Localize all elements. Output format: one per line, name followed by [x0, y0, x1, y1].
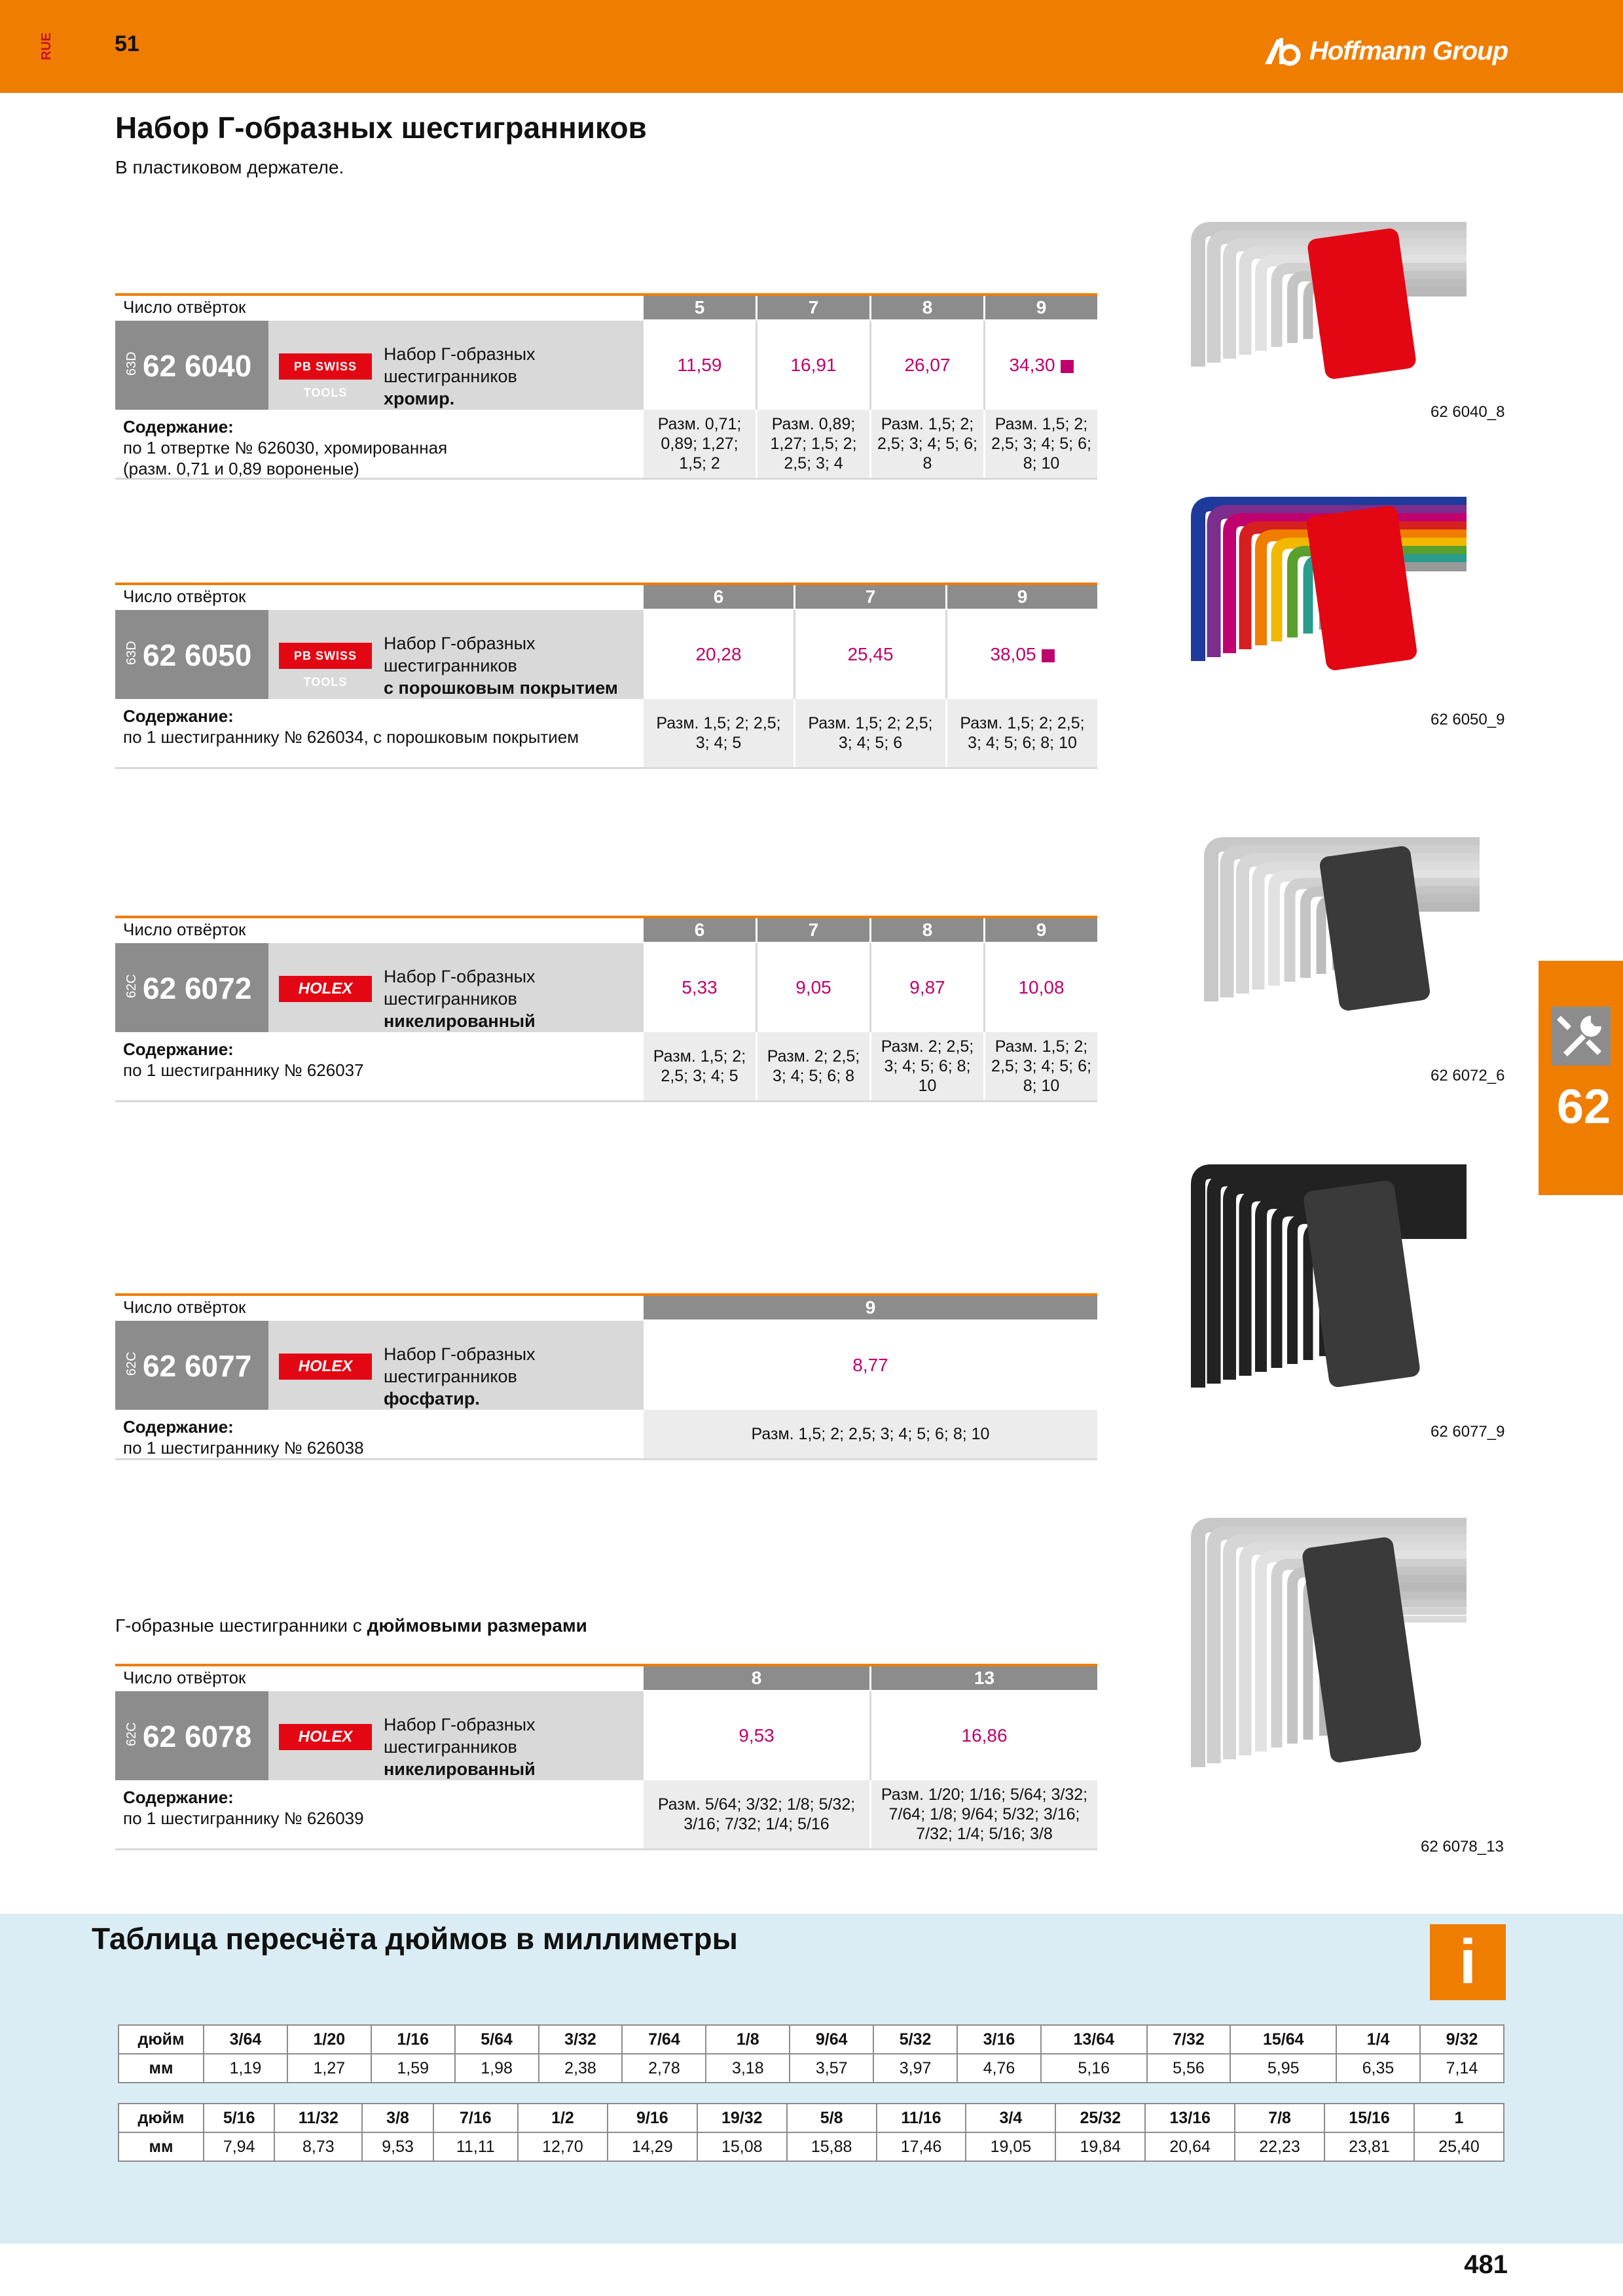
product-block: [115, 583, 1097, 769]
count-header-row: [115, 583, 1097, 610]
inch-value: 25/32: [1055, 2104, 1145, 2132]
inch-value: 15/16: [1324, 2104, 1414, 2132]
mm-value: 12,70: [518, 2132, 608, 2161]
inch-value: 15/64: [1230, 2025, 1336, 2054]
mm-row: [119, 2132, 1504, 2161]
product-row: [115, 1321, 1097, 1410]
mm-value: 9,53: [362, 2132, 433, 2161]
product-finish: с порошковым покрытием: [384, 678, 618, 698]
inch-value: 11/32: [274, 2104, 362, 2132]
content-description: [123, 1039, 364, 1081]
article-box: [115, 1321, 268, 1410]
inch-value: 3/4: [966, 2104, 1055, 2132]
count-cell: 7: [756, 296, 869, 319]
price-value: 9,05: [795, 977, 831, 997]
conversion-title: Таблица пересчёта дюймов в миллиметры: [92, 1922, 738, 1956]
product-name-box: [268, 1321, 642, 1410]
count-cell: 9: [983, 918, 1097, 942]
product-row: [115, 1691, 1097, 1780]
content-row: [115, 1410, 1097, 1460]
mm-value: 1,19: [204, 2054, 287, 2083]
page-title: Набор Г-образных шестигранников: [115, 111, 647, 145]
size-cell: Разм. 2; 2,5; 3; 4; 5; 6; 8; 10: [869, 1032, 983, 1100]
price-value: 11,59: [677, 355, 722, 375]
content-title: Содержание:: [123, 417, 234, 437]
price-cells: [642, 610, 1097, 699]
price-cell: [642, 1691, 869, 1780]
content-row: [115, 410, 1097, 480]
product-finish: никелированный: [384, 1759, 536, 1779]
size-cell: Разм. 1,5; 2; 2,5; 3; 4; 5; 6; 8; 10: [983, 410, 1097, 478]
price-group-code: 62C: [124, 1722, 139, 1746]
article-box: [115, 610, 268, 699]
price-group-code: 63D: [124, 351, 139, 376]
mm-value: 20,64: [1145, 2132, 1235, 2161]
product-name-text: Набор Г-образных шестигранников: [384, 1344, 536, 1386]
product-name-text: Набор Г-образных шестигранников: [384, 634, 536, 675]
price-cell: [945, 610, 1097, 699]
product-name: [384, 632, 642, 699]
inch-value: 13/64: [1041, 2025, 1147, 2054]
price-cell: [869, 943, 983, 1032]
content-row: [115, 1032, 1097, 1102]
price-cell: [983, 943, 1097, 1032]
count-header-row: [115, 1293, 1097, 1321]
page-number: 481: [1464, 2250, 1508, 2279]
product-finish: фосфатир.: [384, 1389, 480, 1408]
price-cells: [642, 943, 1097, 1032]
count-cell: 8: [642, 1666, 869, 1690]
product-name: [384, 965, 642, 1032]
inch-value: 9/64: [790, 2025, 873, 2054]
mm-row-label: мм: [119, 2132, 204, 2161]
size-cell: Разм. 5/64; 3/32; 1/8; 5/32; 3/16; 7/32; 1/4; 5/16: [642, 1780, 869, 1848]
inch-value: 5/32: [873, 2025, 957, 2054]
brand-logo: [1262, 31, 1508, 71]
count-label: Число отвёрток: [123, 1297, 246, 1317]
photo-caption: 62 6072_6: [1431, 1067, 1505, 1085]
price-value: 8,77: [852, 1355, 888, 1375]
product-photo: [1178, 1505, 1506, 1806]
inch-value: 1/8: [706, 2025, 790, 2054]
mm-value: 17,46: [877, 2132, 966, 2161]
tools-icon: [1552, 1007, 1611, 1066]
content-line: по 1 шестиграннику № 626039: [123, 1808, 364, 1828]
count-header-row: [115, 1664, 1097, 1691]
size-cell: Разм. 1,5; 2; 2,5; 3; 4; 5; 6; 8: [869, 410, 983, 478]
mm-value: 5,95: [1230, 2054, 1336, 2083]
price-value: 25,45: [847, 644, 894, 664]
count-label: Число отвёрток: [123, 297, 246, 317]
count-cell: 9: [983, 296, 1097, 319]
catalog-page-number: 51: [115, 31, 139, 56]
product-block: [115, 293, 1097, 480]
count-cell: 6: [642, 585, 793, 609]
product-name: [384, 1343, 642, 1410]
price-cells: [642, 321, 1097, 410]
size-cells: [642, 1032, 1097, 1100]
content-description: [123, 706, 579, 747]
product-name-box: [268, 321, 642, 410]
product-photo: [1178, 1152, 1506, 1427]
inch-value: 3/32: [539, 2025, 623, 2054]
price-value: 9,87: [909, 977, 945, 997]
inch-value: 9/16: [608, 2104, 697, 2132]
mm-value: 1,98: [455, 2054, 539, 2083]
mm-value: 7,94: [204, 2132, 274, 2161]
price-cell: [642, 321, 756, 410]
inch-row-label: дюйм: [119, 2025, 204, 2054]
inch-row-label: дюйм: [119, 2104, 204, 2132]
product-finish: никелированный: [384, 1011, 536, 1031]
mm-row-label: мм: [119, 2054, 204, 2083]
count-label: Число отвёрток: [123, 920, 246, 939]
content-title: Содержание:: [123, 1039, 234, 1059]
product-name-text: Набор Г-образных шестигранников: [384, 344, 536, 386]
price-value: 38,05: [990, 644, 1036, 664]
price-cell: [756, 943, 869, 1032]
inch-value: 3/8: [362, 2104, 433, 2132]
size-cell: Разм. 1,5; 2; 2,5; 3; 4; 5; 6; 8; 10: [945, 699, 1097, 767]
price-cell: [642, 610, 793, 699]
count-header-row: [115, 293, 1097, 321]
inch-value: 19/32: [697, 2104, 787, 2132]
mm-value: 25,40: [1414, 2132, 1504, 2161]
count-cell: 8: [869, 918, 983, 942]
inch-value: 1: [1414, 2104, 1504, 2132]
holex-logo: HOLEX: [279, 1354, 372, 1380]
inch-row: [119, 2104, 1504, 2132]
mm-value: 15,08: [697, 2132, 787, 2161]
photo-caption: 62 6050_9: [1431, 711, 1505, 728]
product-photo: [1178, 209, 1506, 406]
product-photo: [1192, 825, 1519, 1041]
product-name: [384, 343, 642, 410]
product-row: [115, 610, 1097, 699]
size-cells: [642, 410, 1097, 478]
photo-caption: 62 6078_13: [1421, 1838, 1504, 1856]
content-title: Содержание:: [123, 1417, 234, 1437]
mm-value: 23,81: [1324, 2132, 1414, 2161]
count-cell: 7: [793, 585, 945, 609]
article-number[interactable]: 62 6078: [143, 1719, 252, 1753]
price-group-code: 62C: [124, 974, 139, 998]
product-photo: [1178, 484, 1506, 700]
price-value: 9,53: [739, 1725, 775, 1746]
mm-value: 22,23: [1235, 2132, 1324, 2161]
inch-value: 5/8: [787, 2104, 877, 2132]
article-box: [115, 1691, 268, 1780]
count-cell: 13: [869, 1666, 1097, 1690]
price-cell: [869, 1691, 1097, 1780]
info-icon: i: [1430, 1924, 1506, 2000]
price-cell: [869, 321, 983, 410]
inch-value: 7/32: [1147, 2025, 1231, 2054]
mm-value: 19,84: [1055, 2132, 1145, 2161]
count-cells: [642, 918, 1097, 942]
inch-value: 11/16: [877, 2104, 966, 2132]
content-row: [115, 1780, 1097, 1850]
language-code: RUE: [39, 32, 54, 60]
mm-value: 1,59: [371, 2054, 455, 2083]
conversion-table-1: [118, 2024, 1504, 2083]
inch-value: 5/64: [455, 2025, 539, 2054]
content-line: по 1 шестиграннику № 626034, с порошковым покрытием: [123, 727, 579, 747]
recommended-square-icon: [1061, 360, 1074, 373]
inch-value: 1/2: [518, 2104, 608, 2132]
holex-logo: HOLEX: [279, 1724, 372, 1750]
inch-section-heading: Г-образные шестигранники с дюймовыми размерами: [115, 1615, 587, 1636]
content-description: [123, 1787, 364, 1829]
inch-row: [119, 2025, 1504, 2054]
count-label: Число отвёрток: [123, 1668, 246, 1687]
size-cell: Разм. 1,5; 2; 2,5; 3; 4; 5; 6; 8; 10: [983, 1032, 1097, 1100]
count-header-row: [115, 916, 1097, 943]
count-label: Число отвёрток: [123, 586, 246, 606]
inch-value: 1/20: [287, 2025, 371, 2054]
mm-value: 4,76: [957, 2054, 1041, 2083]
photo-caption: 62 6077_9: [1431, 1423, 1505, 1441]
price-cell: [756, 321, 869, 410]
mm-value: 6,35: [1336, 2054, 1420, 2083]
product-block: [115, 1664, 1097, 1850]
mm-value: 11,11: [433, 2132, 518, 2161]
inch-value: 7/64: [622, 2025, 706, 2054]
mm-value: 5,56: [1147, 2054, 1231, 2083]
count-cells: [642, 1666, 1097, 1690]
product-block: [115, 1293, 1097, 1460]
content-description: [123, 416, 447, 479]
size-cells: [642, 1780, 1097, 1848]
pb-swiss-tools-logo: PB SWISS TOOLS: [279, 353, 372, 380]
count-cell: 5: [642, 296, 756, 319]
chapter-number: 62: [1556, 1079, 1611, 1134]
content-line: по 1 отвертке № 626030, хромированная: [123, 438, 448, 457]
page-subtitle: В пластиковом держателе.: [115, 157, 344, 177]
price-cell: [983, 321, 1097, 410]
mm-value: 2,38: [539, 2054, 623, 2083]
price-cells: [642, 1691, 1097, 1780]
size-cell: Разм. 1/20; 1/16; 5/64; 3/32; 7/64; 1/8; 9/64; 5/32; 3/16; 7/32; 1/4; 5/16; 3/8: [869, 1780, 1097, 1848]
mm-value: 7,14: [1420, 2054, 1504, 2083]
size-cell: Разм. 1,5; 2; 2,5; 3; 4; 5: [642, 1032, 756, 1100]
size-cells: [642, 1410, 1097, 1458]
count-cells: [642, 296, 1097, 319]
holex-logo: HOLEX: [279, 976, 372, 1002]
inch-value: 5/16: [204, 2104, 274, 2132]
product-name-text: Набор Г-образных шестигранников: [384, 1715, 536, 1757]
mm-value: 1,27: [287, 2054, 371, 2083]
mm-value: 3,57: [790, 2054, 873, 2083]
price-cell: [642, 943, 756, 1032]
price-value: 16,91: [790, 355, 837, 375]
count-cell: 8: [869, 296, 983, 319]
product-row: [115, 321, 1097, 410]
size-cell: Разм. 0,71; 0,89; 1,27; 1,5; 2: [642, 410, 756, 478]
count-cells: [642, 1296, 1097, 1319]
count-cell: 9: [642, 1296, 1097, 1319]
mm-value: 15,88: [787, 2132, 877, 2161]
size-cell: Разм. 1,5; 2; 2,5; 3; 4; 5; 6: [793, 699, 945, 767]
inch-value: 9/32: [1420, 2025, 1504, 2054]
price-group-code: 63D: [124, 641, 139, 665]
mm-row: [119, 2054, 1504, 2083]
product-name-text: Набор Г-образных шестигранников: [384, 967, 536, 1009]
size-cell: Разм. 2; 2,5; 3; 4; 5; 6; 8: [756, 1032, 869, 1100]
price-value: 5,33: [682, 977, 718, 997]
hoffmann-logo-icon: [1262, 35, 1303, 67]
inch-value: 13/16: [1145, 2104, 1235, 2132]
article-number[interactable]: 62 6077: [143, 1349, 252, 1383]
content-line: по 1 шестиграннику № 626037: [123, 1060, 364, 1080]
inch-value: 3/64: [204, 2025, 287, 2054]
price-value: 20,28: [695, 644, 742, 664]
price-cell: [642, 1321, 1097, 1410]
product-block: [115, 916, 1097, 1102]
product-finish: хромир.: [384, 389, 455, 408]
content-line: (разм. 0,71 и 0,89 вороненые): [123, 459, 359, 478]
product-name: [384, 1713, 642, 1780]
inch-value: 7/8: [1235, 2104, 1324, 2132]
price-value: 34,30: [1009, 355, 1055, 375]
size-cell: Разм. 1,5; 2; 2,5; 3; 4; 5; 6; 8; 10: [642, 1410, 1097, 1458]
product-name-box: [268, 610, 642, 699]
mm-value: 8,73: [274, 2132, 362, 2161]
count-cell: 6: [642, 918, 756, 942]
price-value: 10,08: [1018, 977, 1065, 997]
brand-name: Hoffmann Group: [1309, 36, 1508, 65]
inch-value: 1/16: [371, 2025, 455, 2054]
mm-value: 14,29: [608, 2132, 697, 2161]
content-title: Содержание:: [123, 1787, 234, 1807]
size-cell: Разм. 0,89; 1,27; 1,5; 2; 2,5; 3; 4: [756, 410, 869, 478]
product-name-box: [268, 1691, 642, 1780]
price-cell: [793, 610, 945, 699]
pb-swiss-tools-logo: PB SWISS TOOLS: [279, 643, 372, 669]
article-number[interactable]: 62 6040: [143, 349, 252, 383]
recommended-square-icon: [1042, 649, 1055, 662]
mm-value: 5,16: [1041, 2054, 1147, 2083]
article-number[interactable]: 62 6072: [143, 971, 252, 1005]
product-name-box: [268, 943, 642, 1032]
chapter-tab[interactable]: [1539, 961, 1623, 1195]
mm-value: 3,18: [706, 2054, 790, 2083]
count-cell: 7: [756, 918, 869, 942]
price-value: 16,86: [961, 1725, 1008, 1746]
article-number[interactable]: 62 6050: [143, 638, 252, 672]
count-cells: [642, 585, 1097, 609]
article-box: [115, 321, 268, 410]
inch-value: 7/16: [433, 2104, 518, 2132]
content-row: [115, 699, 1097, 769]
size-cell: Разм. 1,5; 2; 2,5; 3; 4; 5: [642, 699, 793, 767]
conversion-table-2: [118, 2103, 1504, 2162]
price-value: 26,07: [904, 355, 951, 375]
content-line: по 1 шестиграннику № 626038: [123, 1438, 364, 1458]
content-description: [123, 1416, 364, 1458]
inch-value: 3/16: [957, 2025, 1041, 2054]
price-cells: [642, 1321, 1097, 1410]
mm-value: 2,78: [622, 2054, 706, 2083]
photo-caption: 62 6040_8: [1431, 403, 1505, 421]
size-cells: [642, 699, 1097, 767]
count-cell: 9: [945, 585, 1097, 609]
inch-value: 1/4: [1336, 2025, 1420, 2054]
mm-value: 19,05: [966, 2132, 1055, 2161]
price-group-code: 62C: [124, 1352, 139, 1376]
article-box: [115, 943, 268, 1032]
mm-value: 3,97: [873, 2054, 957, 2083]
product-row: [115, 943, 1097, 1032]
content-title: Содержание:: [123, 706, 234, 726]
